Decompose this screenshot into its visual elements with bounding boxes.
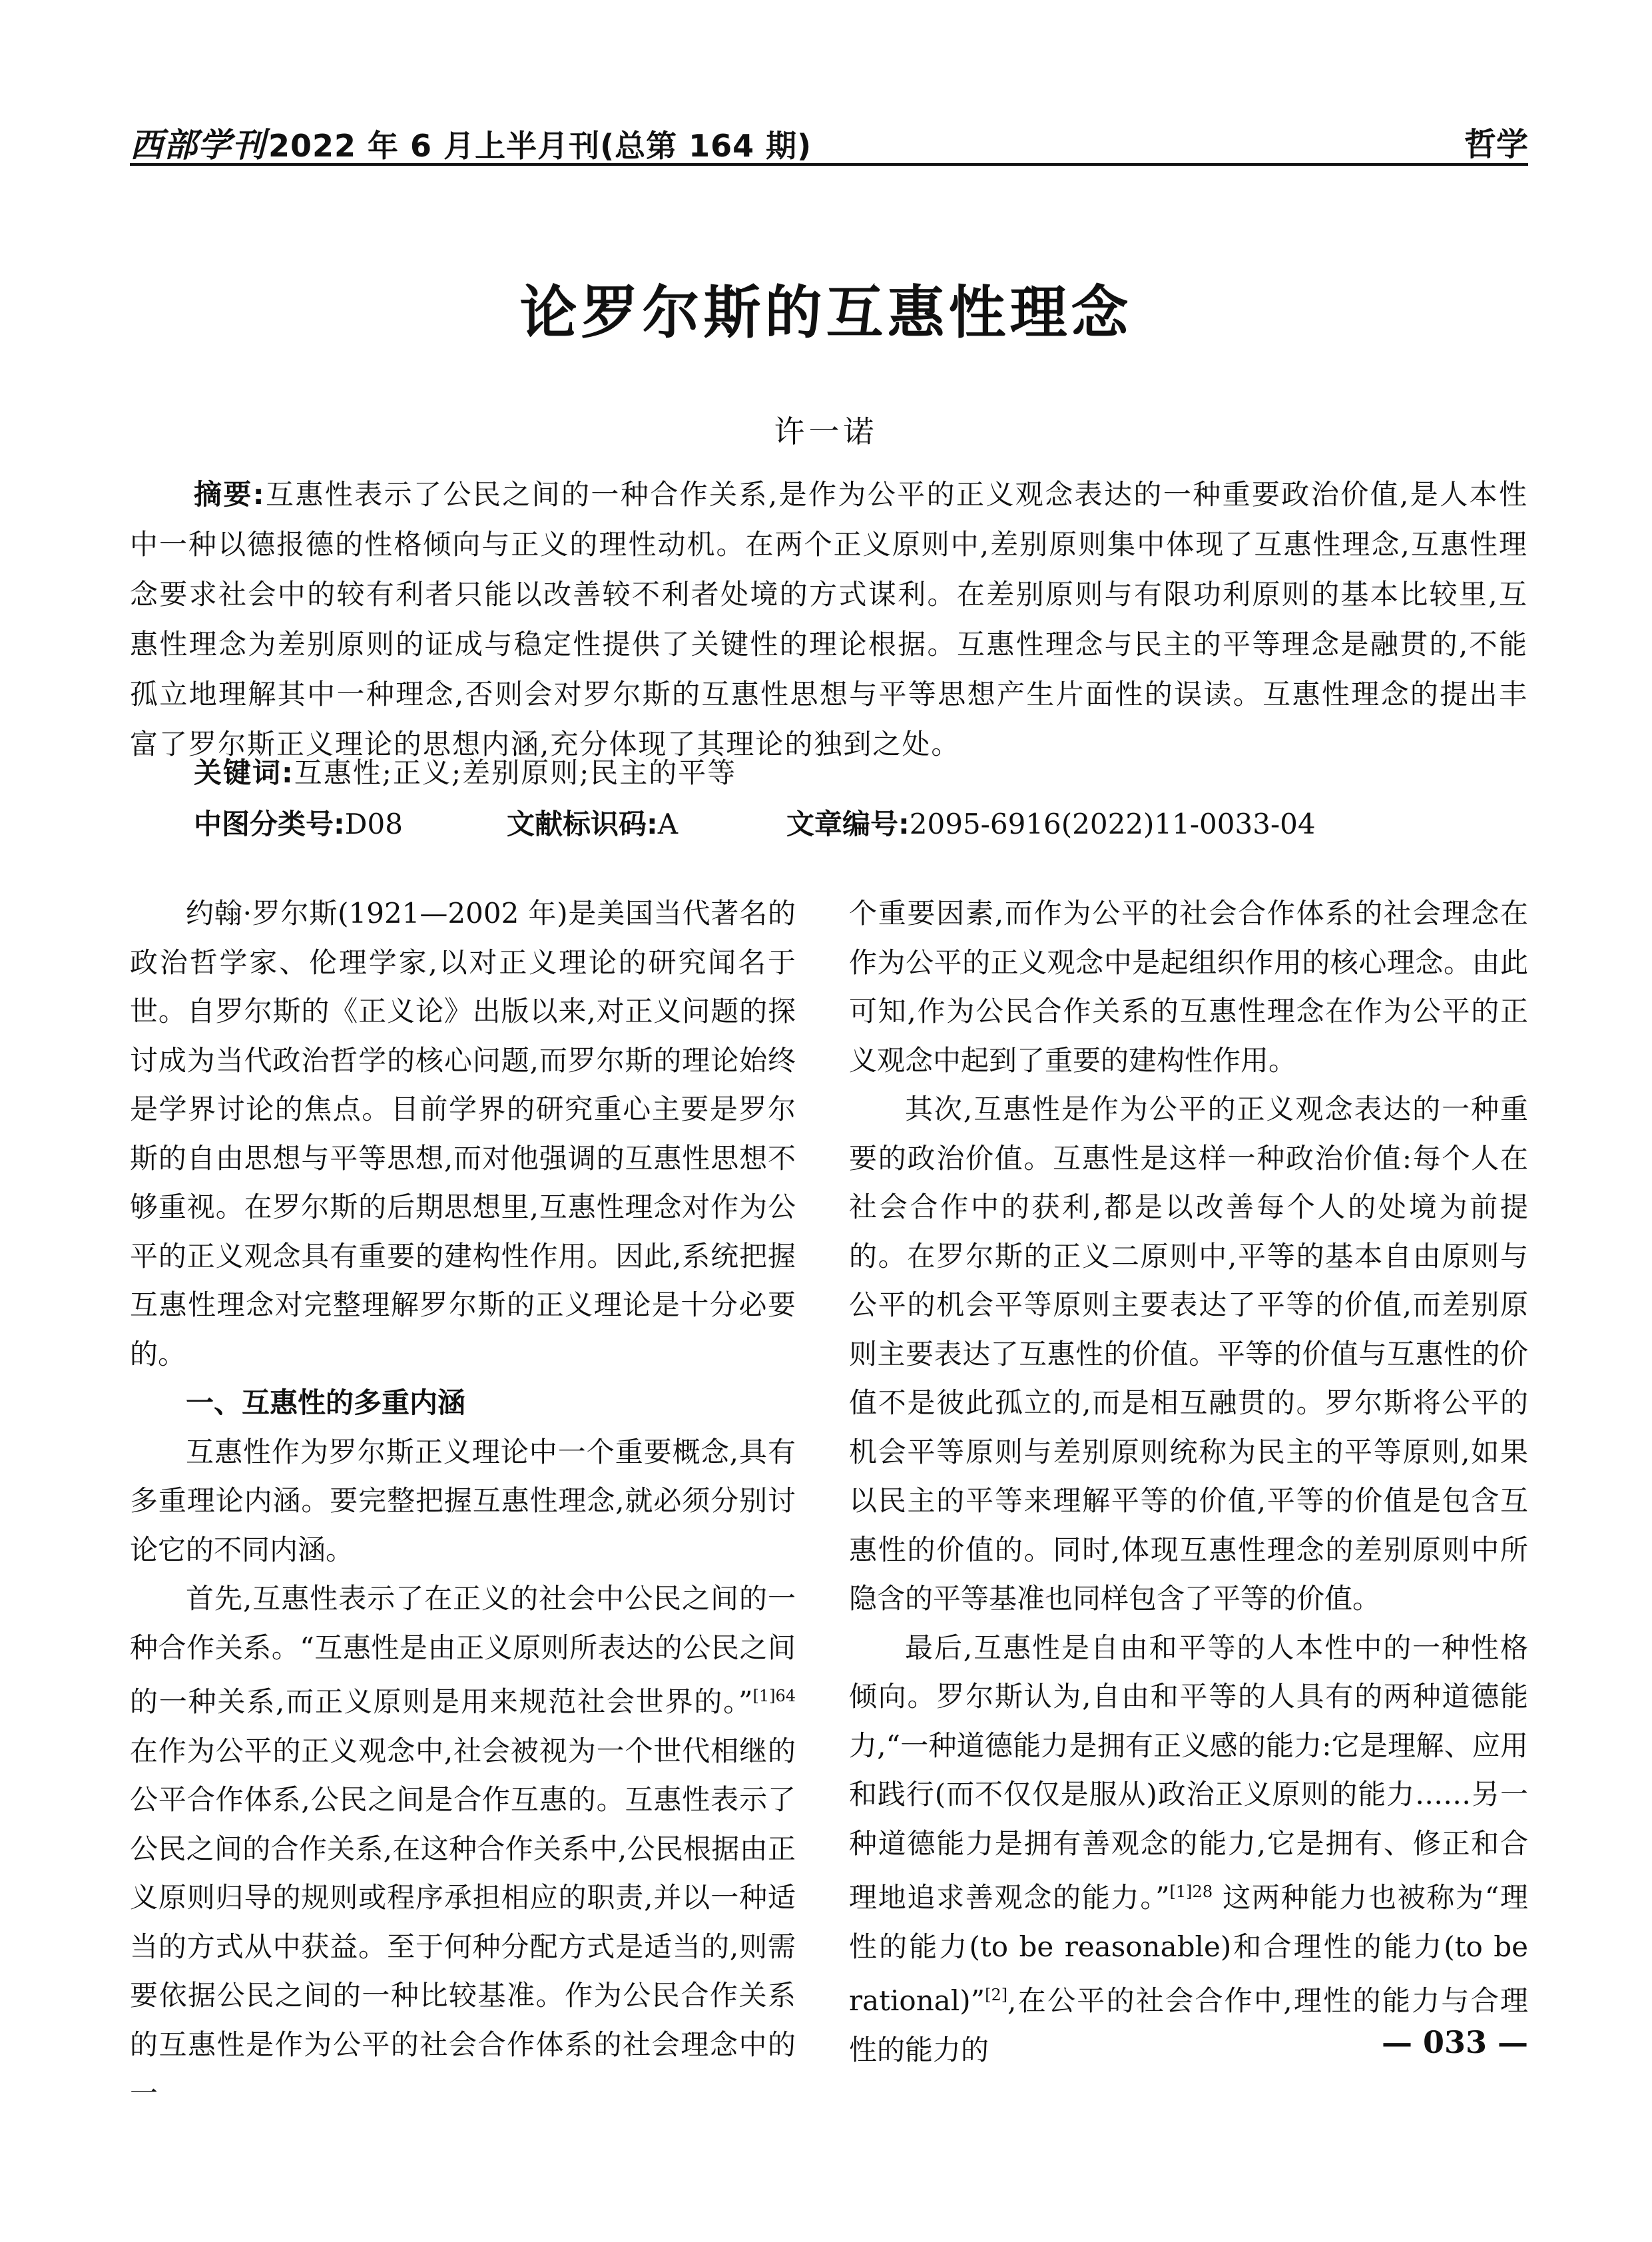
clc-code (194, 802, 403, 842)
article-number-value: 2095-6916(2022)11-0033-04 (909, 808, 1316, 840)
abstract-text: 互惠性表示了公民之间的一种合作关系,是作为公平的正义观念表达的一种重要政治价值,是人本性中一种以德报德的性格倾向与正义的理性动机。在两个正义原则中,差别原则集中体现了互惠性理念,互惠性理念要求社会中的较有利者只能以改善较不利者处境的方式谋利。在差别原则与有限功利原则的基本比较里,互惠性理念为差别原则的证成与稳定性提供了关键性的理论根据。互惠性理念与民主的平等理念是融贯的,不能孤立地理解其中一种理念,否则会对罗尔斯的互惠性思想与平等思想产生片面性的误读。互惠性理念的提出丰富了罗尔斯正义理论的思想内涵,充分体现了其理论的独到之处。 (130, 478, 1528, 760)
keywords-text: 互惠性;正义;差别原则;民主的平等 (294, 756, 737, 789)
abstract (130, 469, 1528, 769)
article-number (786, 802, 1316, 842)
section-tag: 哲学 (1464, 126, 1528, 163)
left-column (130, 889, 796, 2118)
abstract-label: 摘要: (194, 478, 266, 511)
paragraph-text: 首先,互惠性表示了在正义的社会中公民之间的一种合作关系。“互惠性是由正义原则所表达的公民之间的一种关系,而正义原则是用来规范社会世界的。” (130, 1582, 796, 1718)
keywords (194, 751, 736, 791)
doc-code-label: 文献标识码: (507, 808, 658, 840)
paragraph-text: 这两种能力也被称为“理性的能力(to be reasonable)和合理性的能力(to be rational)” (849, 1881, 1528, 2017)
keywords-label: 关键词: (194, 756, 294, 789)
journal-logo: 西部学刊 (130, 125, 266, 164)
citation: [2] (985, 1986, 1008, 2004)
paragraph-text: 最后,互惠性是自由和平等的人本性中的一种性格倾向。罗尔斯认为,自由和平等的人具有的两种道德能力,“一种道德能力是拥有正义感的能力:它是理解、应用和践行(而不仅仅是服从)政治正义原则的能力……另一种道德能力是拥有善观念的能力,它是拥有、修正和合理地追求善观念的能力。” (849, 1631, 1528, 1914)
article-title: 论罗尔斯的互惠性理念 (519, 279, 1133, 346)
paragraph: 个重要因素,而作为公平的社会合作体系的社会理念在作为公平的正义观念中是起组织作用的核心理念。由此可知,作为公民合作关系的互惠性理念在作为公平的正义观念中起到了重要的建构性作用。 (849, 897, 1528, 1077)
journal-issue: 2022 年 6 月上半月刊(总第 164 期) (268, 128, 812, 164)
paragraph-text: 在作为公平的正义观念中,社会被视为一个世代相继的公平合作体系,公民之间是合作互惠的。互惠性表示了公民之间的合作关系,在这种合作关系中,公民根据由正义原则归导的规则或程序承担相应的职责,并以一种适当的方式从中获益。至于何种分配方式是适当的,则需要依据公民之间的一种比较基准。作为公民合作关系的互惠性是作为公平的社会合作体系的社会理念中的一 (130, 1734, 796, 2109)
header-rule (130, 163, 1528, 166)
paragraph: 互惠性作为罗尔斯正义理论中一个重要概念,具有多重理论内涵。要完整把握互惠性理念,就必须分别讨论它的不同内涵。 (130, 1435, 796, 1566)
right-column (849, 889, 1528, 2074)
doc-code-value: A (657, 808, 679, 840)
running-header (130, 107, 1528, 166)
paragraph: 约翰·罗尔斯(1921—2002 年)是美国当代著名的政治哲学家、伦理学家,以对正义理论的研究闻名于世。自罗尔斯的《正义论》出版以来,对正义问题的探讨成为当代政治哲学的核心问题,而罗尔斯的理论始终是学界讨论的焦点。目前学界的研究重心主要是罗尔斯的自由思想与平等思想,而对他强调的互惠性思想不够重视。在罗尔斯的后期思想里,互惠性理念对作为公平的正义观念具有重要的建构性作用。因此,系统把握互惠性理念对完整理解罗尔斯的正义理论是十分必要的。 (130, 897, 796, 1370)
clc-value: D08 (344, 808, 403, 840)
page-number: — 033 — (1381, 2024, 1528, 2060)
clc-label: 中图分类号: (194, 808, 345, 840)
citation: [1]28 (1169, 1882, 1213, 1901)
citation: [1]64 (752, 1687, 796, 1705)
article-author: 许一诺 (774, 414, 878, 449)
doc-code (507, 802, 678, 842)
paragraph (849, 1623, 1528, 2075)
paragraph (130, 1574, 796, 2118)
article-number-label: 文章编号: (786, 808, 910, 840)
journal-issue-line (130, 119, 812, 166)
section-heading: 一、互惠性的多重内涵 (186, 1386, 466, 1419)
paragraph-text: ,在公平的社会合作中,理性的能力与合理性的能力的 (849, 1984, 1528, 2066)
paragraph: 其次,互惠性是作为公平的正义观念表达的一种重要的政治价值。互惠性是这样一种政治价值:每个人在社会合作中的获利,都是以改善每个人的处境为前提的。在罗尔斯的正义二原则中,平等的基本自由原则与公平的机会平等原则主要表达了平等的价值,而差别原则主要表达了互惠性的价值。平等的价值与互惠性的价值不是彼此孤立的,而是相互融贯的。罗尔斯将公平的机会平等原则与差别原则统称为民主的平等原则,如果以民主的平等来理解平等的价值,平等的价值是包含互惠性的价值的。同时,体现互惠性理念的差别原则中所隐含的平等基准也同样包含了平等的价值。 (849, 1093, 1528, 1615)
